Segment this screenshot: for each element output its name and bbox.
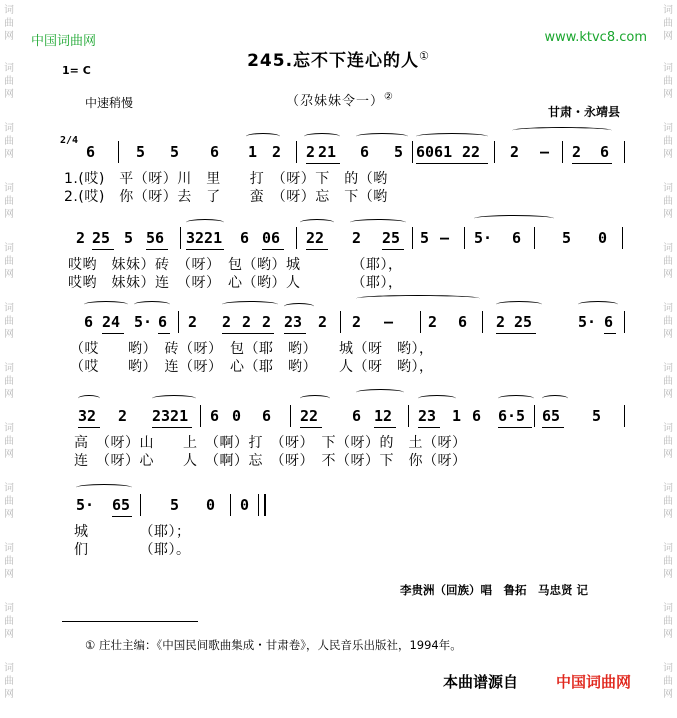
watermark-glyph: 网 [663,389,673,400]
footnote-mark: ① [419,49,430,63]
watermark-glyph: 曲 [4,76,14,87]
watermark-glyph: 词 [4,243,14,254]
source-site-name[interactable]: 中国词曲网 [556,673,632,691]
score-line-5 [0,496,677,524]
watermark-glyph: 词 [4,63,14,74]
note: 2 [272,143,282,161]
watermark-glyph: 曲 [663,556,673,567]
note: 6 [262,407,272,425]
beam [262,249,284,250]
rest: 0 [240,496,250,514]
beam [542,427,564,428]
note: 2 [428,313,438,331]
barline [180,227,181,249]
barline [412,227,413,249]
watermark-glyph: 曲 [663,316,673,327]
beam [306,249,328,250]
note: 65 [542,407,561,425]
dash: — [384,313,394,331]
slur [512,127,612,134]
note: 65 [112,496,131,514]
slur [84,301,128,308]
note: 2 [76,229,86,247]
note: 5 [420,229,430,247]
note: 6 [472,407,482,425]
beam [300,427,322,428]
barline [412,141,413,163]
watermark-glyph: 词 [4,663,14,674]
slur [134,301,170,308]
watermark-glyph: 曲 [663,256,673,267]
watermark-glyph: 词 [663,243,673,254]
watermark-glyph: 词 [663,483,673,494]
barline [290,405,291,427]
note: 22 [462,143,481,161]
slur [350,219,406,226]
note: 25 [514,313,533,331]
watermark-column-left [2,0,16,718]
dash: — [440,229,450,247]
slur [356,295,480,302]
watermark-glyph: 网 [663,329,673,340]
tempo-marking: 中速稍慢 [85,96,134,110]
watermark-glyph: 网 [4,689,14,700]
time-signature: 2/4 [60,135,79,146]
barline [140,494,141,516]
beam [112,516,132,517]
barline [534,405,535,427]
score-line-4 [0,407,677,435]
lyric-line-2b: 哎哟 妹妹）连 （呀） 心（哟）人 （耶）， [68,275,403,291]
watermark-glyph: 词 [4,423,14,434]
footnote: ① 庄壮主编：《中国民间歌曲集成・甘肃卷》，人民音乐出版社，1994年。 [85,638,462,652]
song-subtitle [286,90,394,109]
watermark-glyph: 网 [4,209,14,220]
score-line-2 [0,229,677,257]
watermark-glyph: 词 [663,5,673,16]
note: 23 [284,313,303,331]
note: 6061 [416,143,453,161]
note: 6·5 [498,407,526,425]
note: 6 [240,229,250,247]
note: 5· [578,313,597,331]
watermark-glyph: 网 [663,209,673,220]
watermark-glyph: 词 [663,603,673,614]
note: 5· [474,229,493,247]
watermark-glyph: 网 [4,509,14,520]
watermark-glyph: 词 [4,483,14,494]
note: 6 [352,407,362,425]
barline [482,311,483,333]
note: 5 [394,143,404,161]
note: 32 [78,407,97,425]
rest: 0 [598,229,608,247]
watermark-glyph: 网 [4,449,14,460]
score-line-1 [0,135,677,171]
slur [578,301,618,308]
beam [102,333,124,334]
source-label: 本曲谱源自 [443,673,519,691]
watermark-glyph: 曲 [663,376,673,387]
lyric-line-2a: 哎哟 妹妹）砖 （呀） 包（哟）城 （耶）， [68,257,403,273]
barline [230,494,231,516]
footnote-divider [62,621,198,622]
rest: 0 [232,407,242,425]
slur [246,133,280,140]
song-title-text: 245.忘不下连心的人 [247,51,420,71]
note: 2 [510,143,520,161]
slur [304,133,340,140]
note: 25 [382,229,401,247]
note: 2 [496,313,506,331]
watermark-glyph: 词 [663,183,673,194]
slur [416,133,488,140]
watermark-glyph: 曲 [663,196,673,207]
watermark-glyph: 词 [4,543,14,554]
note: 5 [170,143,180,161]
note: 25 [92,229,111,247]
watermark-glyph: 网 [663,449,673,460]
watermark-glyph: 曲 [4,136,14,147]
barline [624,141,625,163]
watermark-glyph: 网 [4,31,14,42]
song-title [0,46,677,71]
final-barline [264,494,266,516]
note: 1 [452,407,462,425]
slur [186,219,224,226]
note: 5· [134,313,153,331]
watermark-glyph: 网 [4,329,14,340]
note: 2 [352,313,362,331]
note: 12 [374,407,393,425]
beam [284,333,306,334]
note: 2321 [152,407,189,425]
barline [296,227,297,249]
slur [498,395,534,402]
note: 6 [458,313,468,331]
barline [420,311,421,333]
note: 1 [248,143,258,161]
note: 2 [352,229,362,247]
watermark-glyph: 网 [4,269,14,280]
beam [374,427,396,428]
lyric-line-5b: 们 （耶）。 [74,542,191,558]
lyric-line-4b: 连 （呀）心 人 （啊）忘 （呀） 不（呀）下 你（呀） [74,453,467,469]
note: 22 [306,229,325,247]
performer-credit: 李贵洲（回族）唱 鲁拓 马忠贤 记 [400,583,589,597]
barline [296,141,297,163]
note: 2 [118,407,128,425]
watermark-glyph: 网 [663,689,673,700]
beam [416,163,488,164]
barline [340,311,341,333]
watermark-glyph: 曲 [4,496,14,507]
watermark-glyph: 曲 [4,256,14,267]
note: 5· [76,496,95,514]
note: 6 [84,313,94,331]
watermark-glyph: 网 [4,629,14,640]
beam [498,427,532,428]
score-line-3 [0,313,677,341]
beam [78,427,100,428]
watermark-glyph: 网 [4,389,14,400]
barline [118,141,119,163]
note: 22 [300,407,319,425]
watermark-glyph: 词 [663,63,673,74]
watermark-glyph: 词 [4,123,14,134]
note: 6 [86,143,96,161]
note: 06 [262,229,281,247]
barline [494,141,495,163]
watermark-glyph: 曲 [663,616,673,627]
note: 24 [102,313,121,331]
barline [258,494,259,516]
watermark-glyph: 网 [663,629,673,640]
note: 5 [562,229,572,247]
beam [496,333,536,334]
watermark-glyph: 词 [663,543,673,554]
site-name-header: 中国词曲网 [31,34,97,49]
watermark-glyph: 词 [663,363,673,374]
watermark-glyph: 曲 [4,436,14,447]
barline [624,311,625,333]
beam [382,249,404,250]
watermark-glyph: 词 [4,303,14,314]
note: 5 [592,407,602,425]
slur [76,484,132,491]
watermark-glyph: 网 [663,269,673,280]
beam [152,427,192,428]
lyric-line-1b: 2.(哎) 你（呀）去 了 蛮 （呀）忘 下（哟 [64,189,388,205]
watermark-glyph: 词 [4,183,14,194]
slur [542,395,568,402]
note: 56 [146,229,165,247]
slur [78,395,100,402]
watermark-glyph: 曲 [4,616,14,627]
watermark-glyph: 网 [663,149,673,160]
note: 2 [222,313,232,331]
slur [418,395,456,402]
note: 5 [136,143,146,161]
lyric-line-3a: （哎 哟） 砖（呀） 包（耶 哟） 城（呀 哟）， [70,341,434,357]
note: 6 [600,143,610,161]
watermark-glyph: 词 [4,5,14,16]
slur [284,303,314,310]
barline [624,405,625,427]
watermark-column-right [661,0,675,718]
watermark-glyph: 曲 [663,676,673,687]
lyric-line-3b: （哎 哟） 连（呀） 心（耶 哟） 人（呀 哟）， [70,359,434,375]
note: 21 [318,143,337,161]
note: 3221 [186,229,223,247]
note: 6 [360,143,370,161]
watermark-glyph: 网 [4,89,14,100]
beam [572,163,612,164]
watermark-glyph: 曲 [663,436,673,447]
watermark-glyph: 词 [663,423,673,434]
barline [200,405,201,427]
key-signature: 1= C [62,64,91,77]
note: 2 [306,143,316,161]
barline [178,311,179,333]
barline [562,141,563,163]
watermark-glyph: 曲 [4,316,14,327]
note: 2 [188,313,198,331]
slur [474,215,554,222]
note: 6 [158,313,168,331]
slur [496,301,542,308]
beam [146,249,168,250]
lyric-line-4a: 高 （呀）山 上 （啊）打 （呀） 下（呀）的 土（呀） [74,435,467,451]
note: 5 [124,229,134,247]
watermark-glyph: 网 [663,89,673,100]
note: 6 [210,143,220,161]
barline [464,227,465,249]
watermark-glyph: 词 [4,363,14,374]
watermark-glyph: 曲 [663,18,673,29]
beam [92,249,114,250]
site-url[interactable]: www.ktvc8.com [544,30,647,45]
beam [604,333,616,334]
watermark-glyph: 曲 [4,556,14,567]
watermark-glyph: 曲 [4,676,14,687]
dash: — [540,143,550,161]
beam [306,163,340,164]
slur [222,301,278,308]
watermark-glyph: 词 [663,123,673,134]
note: 5 [170,496,180,514]
beam [186,249,224,250]
note: 6 [512,229,522,247]
note: 6 [210,407,220,425]
slur [152,395,196,402]
note: 2 [262,313,272,331]
barline [534,227,535,249]
watermark-glyph: 网 [663,509,673,520]
watermark-glyph: 曲 [663,136,673,147]
note: 2 [318,313,328,331]
watermark-glyph: 曲 [4,196,14,207]
slur [356,389,404,396]
watermark-glyph: 网 [4,149,14,160]
rest: 0 [206,496,216,514]
watermark-glyph: 词 [663,303,673,314]
watermark-glyph: 网 [663,569,673,580]
note: 2 [572,143,582,161]
slur [300,219,334,226]
beam [418,427,440,428]
beam [158,333,170,334]
note: 6 [604,313,614,331]
watermark-glyph: 曲 [4,376,14,387]
watermark-glyph: 词 [663,663,673,674]
watermark-glyph: 曲 [663,496,673,507]
note: 23 [418,407,437,425]
watermark-glyph: 网 [663,31,673,42]
watermark-glyph: 曲 [4,18,14,29]
watermark-glyph: 曲 [663,76,673,87]
lyric-line-1a: 1.(哎) 平（呀）川 里 打 （呀）下 的（哟 [64,171,388,187]
watermark-glyph: 网 [4,569,14,580]
slur [356,133,408,140]
song-subtitle-text: （尕妹妹令一） [286,94,385,109]
slur [300,395,330,402]
song-region: 甘肃・永靖县 [548,105,621,119]
footnote-mark: ② [384,91,394,103]
lyric-line-5a: 城 （耶）； [74,524,191,540]
barline [622,227,623,249]
note: 2 [242,313,252,331]
beam [222,333,274,334]
barline [408,405,409,427]
watermark-glyph: 词 [4,603,14,614]
